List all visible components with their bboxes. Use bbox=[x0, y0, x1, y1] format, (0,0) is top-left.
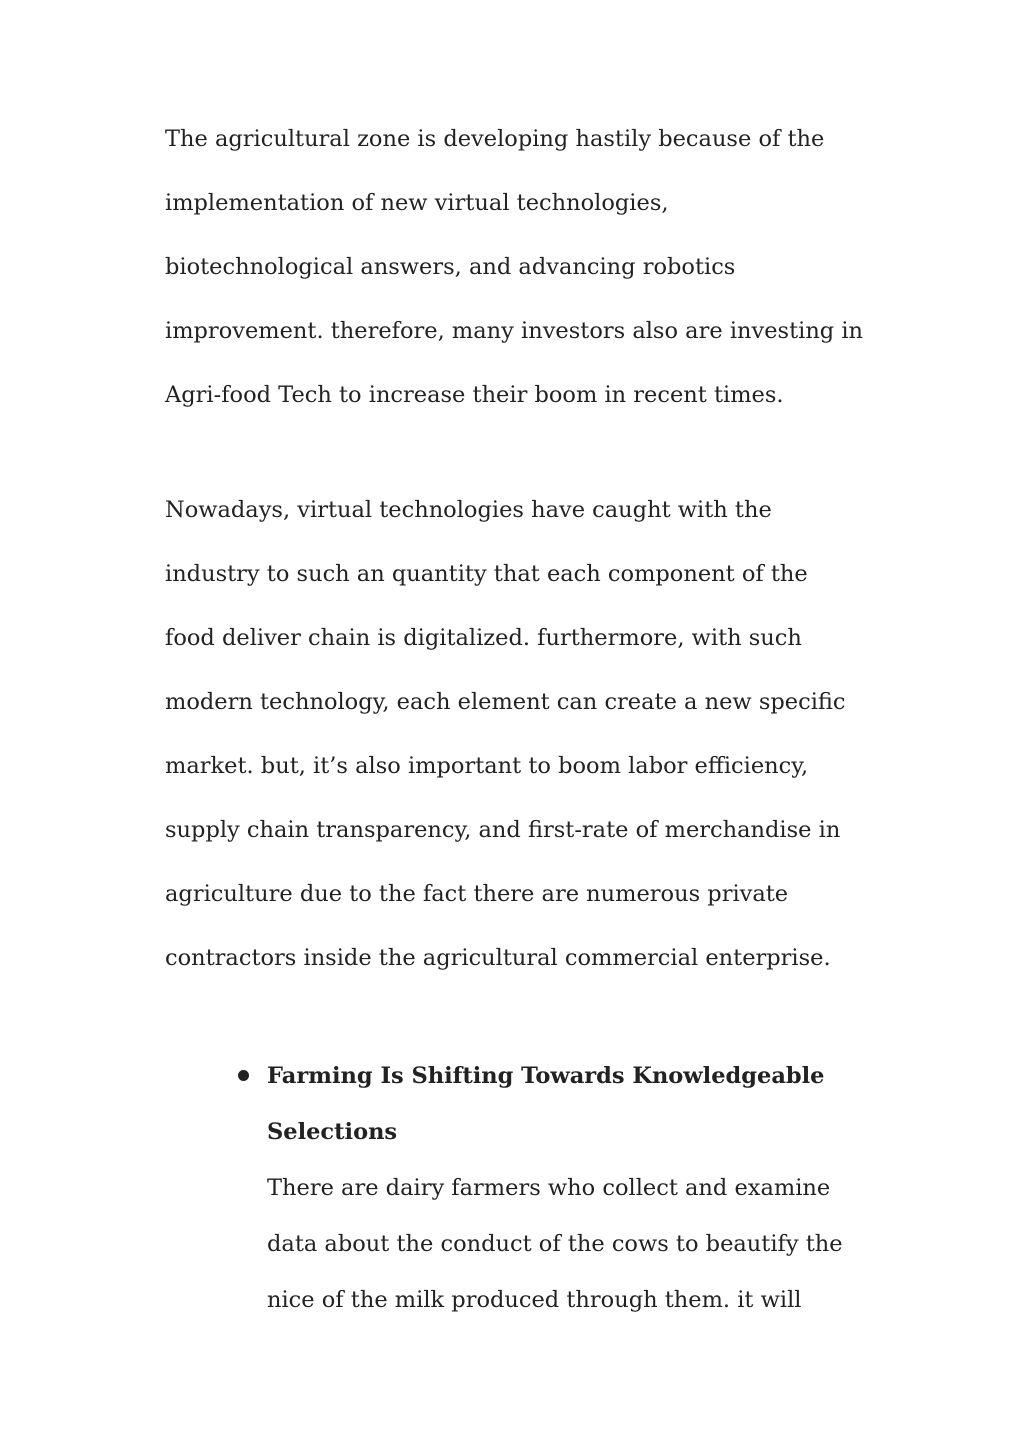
text-line: contractors inside the agricultural commercial enterprise. bbox=[165, 945, 831, 971]
heading-line: Farming Is Shifting Towards Knowledgeable bbox=[267, 1063, 825, 1089]
bullet-body bbox=[267, 1160, 885, 1328]
text-line: nice of the milk produced through them. it will bbox=[267, 1287, 802, 1313]
text-line: The agricultural zone is developing hastily because of the bbox=[165, 126, 825, 152]
text-line: supply chain transparency, and first-rate of merchandise in bbox=[165, 817, 841, 843]
text-line: modern technology, each element can create a new specific bbox=[165, 689, 846, 715]
text-line: implementation of new virtual technologies, bbox=[165, 190, 669, 216]
paragraph-virtual-technologies bbox=[165, 478, 865, 990]
text-line: food deliver chain is digitalized. furthermore, with such bbox=[165, 625, 802, 651]
list-item bbox=[165, 1048, 885, 1328]
text-line: agriculture due to the fact there are numerous private bbox=[165, 881, 789, 907]
paragraph-agricultural-zone bbox=[165, 107, 865, 427]
heading-line: Selections bbox=[267, 1119, 398, 1145]
text-line: industry to such an quantity that each component of the bbox=[165, 561, 808, 587]
bullet-dot-icon bbox=[238, 1070, 249, 1081]
text-line: biotechnological answers, and advancing robotics bbox=[165, 254, 736, 280]
text-line: market. but, it’s also important to boom labor efficiency, bbox=[165, 753, 809, 779]
text-line: Nowadays, virtual technologies have caught with the bbox=[165, 497, 772, 523]
text-line: improvement. therefore, many investors also are investing in bbox=[165, 318, 864, 344]
text-line: There are dairy farmers who collect and examine bbox=[267, 1175, 831, 1201]
bullet-heading bbox=[267, 1048, 885, 1160]
text-line: Agri-food Tech to increase their boom in recent times. bbox=[165, 382, 784, 408]
bullet-list bbox=[165, 1048, 885, 1328]
text-line: data about the conduct of the cows to beautify the bbox=[267, 1231, 843, 1257]
